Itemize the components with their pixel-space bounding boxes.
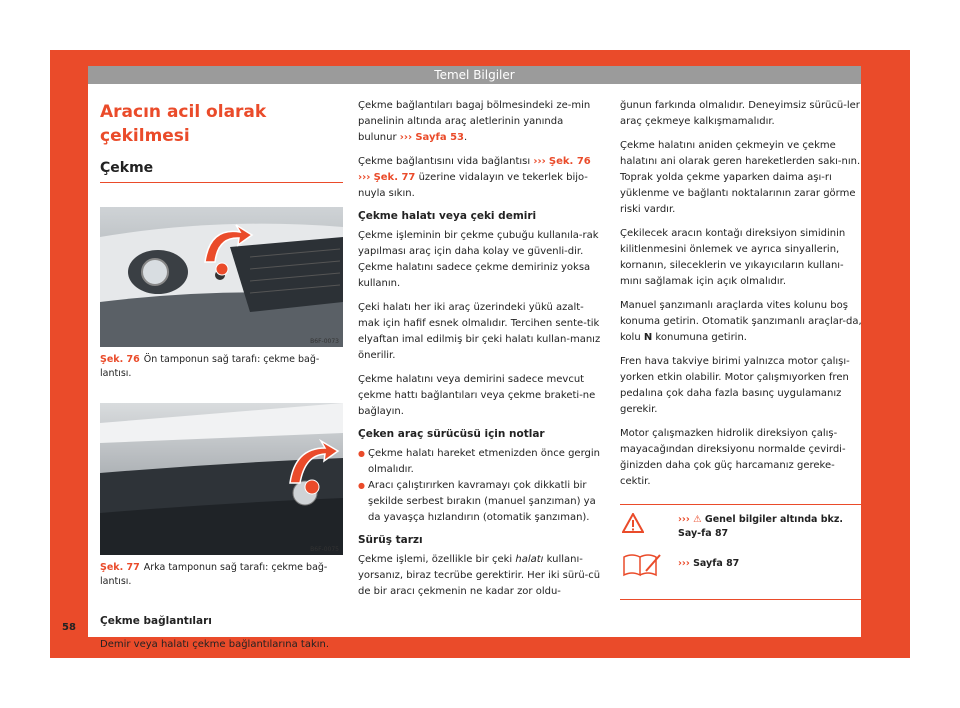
paragraph: Çekme halatını aniden çekmeyin ve çekme halatını ani olarak geren hareketlerden sakı-nın. Toprak yolda çekme yaparken daima aşı-rı yüklenme ve bağlantı noktalarının zarar görme riski vardır. [620, 140, 861, 215]
notice-warning-text [678, 513, 855, 541]
figure-link[interactable]: Şek. 76 [548, 156, 591, 167]
right-column [620, 98, 865, 600]
figure-caption [100, 353, 343, 381]
paragraph: Çeki halatı her iki araç üzerindeki yükü azalt-mak için hafif esnek olmalıdır. Tercihen sente-tik elyaftan imal edilmiş bir çeki halatı kullan-manız önerilir. [358, 302, 601, 361]
page-link[interactable]: Sayfa 53 [415, 132, 465, 143]
subheading: Çeken araç sürücüsü için notlar [358, 428, 545, 440]
paragraph: Manuel şanzımanlı araçlarda vites kolunu boş konuma getirin. Otomatik şanzımanlı araçlar-da, kolu N konumuna getirin. [620, 300, 862, 343]
left-column [100, 100, 343, 661]
paragraph: Çekme bağlantıları bagaj bölmesindeki ze-min panelinin altında araç aletlerinin yanında bulunur ››› Sayfa 53. [358, 100, 591, 143]
figure-ref: Şek. 76 [100, 354, 140, 365]
col1-text: Demir veya halatı çekme bağlantılarına takın. [100, 639, 330, 650]
warning-small-icon: ⚠ [693, 514, 702, 525]
section-subtitle: Çekme [100, 160, 343, 183]
paragraph: Çekme halatını veya demirini sadece mevcut çekme hattı bağlantıları veya çekme braketi-ne bağlayın. [358, 374, 596, 417]
figure-code: B6F-0073 [310, 338, 339, 345]
warning-triangle-icon [622, 513, 644, 533]
list-item: ● Çekme halatı hareket etmenizden önce gergin olmalıdır. [358, 446, 603, 478]
link-arrows[interactable]: ››› [678, 558, 690, 569]
link-arrows[interactable]: ››› [678, 514, 690, 525]
rear-bumper-photo [100, 403, 343, 555]
notice-link[interactable]: Sayfa 87 [693, 558, 740, 569]
paragraph: ğunun farkında olmalıdır. Deneyimsiz sürücü-ler araç çekmeye kalkışmamalıdır. [620, 100, 860, 127]
paragraph: Çekme işlemi, özellikle bir çeki halatı kullanı-yorsanız, biraz tecrübe gerektirir. Her iki sürü-cü de bir aracı çekmenin ne kadar zor oldu- [358, 554, 601, 597]
link-arrows[interactable]: ››› [358, 172, 371, 183]
page-number: 58 [62, 622, 76, 633]
link-arrows[interactable]: ››› [399, 132, 413, 143]
bullet-list [358, 446, 603, 526]
figure-rear-bumper [100, 403, 343, 555]
notice-box [620, 504, 865, 600]
middle-column [358, 98, 603, 608]
paragraph: Çekme işleminin bir çekme çubuğu kullanıla-rak yapılması araç için daha kolay ve güvenli-dir. Çekme halatını sadece çekme demiriniz yoksa kullanın. [358, 230, 599, 289]
book-note-icon [622, 551, 662, 577]
list-item: ● Aracı çalıştırırken kavramayı çok dikkatli bir şekilde serbest bırakın (manuel şanzıman) ya da yavaşça hızlandırın (otomatik şanzıman). [358, 478, 603, 526]
header-title: Temel Bilgiler [88, 66, 861, 84]
figure-caption [100, 561, 343, 589]
figure-code: B6F-0075 [310, 546, 339, 553]
front-bumper-photo [100, 207, 343, 347]
subheading: Sürüş tarzı [358, 534, 423, 546]
col1-heading: Çekme bağlantıları [100, 615, 212, 627]
section-title: Aracın acil olarak çekilmesi [100, 102, 267, 146]
paragraph: Fren hava takviye birimi yalnızca motor çalışı-yorken etkin olabilir. Motor çalışmıyorken fren pedalına çok daha fazla basınç uygulamanız gerekir. [620, 356, 850, 415]
figure-ref: Şek. 77 [100, 562, 140, 573]
link-arrows[interactable]: ››› [533, 156, 546, 167]
notice-note-text [678, 557, 739, 571]
paragraph: Çekme bağlantısını vida bağlantısı ››› Şek. 76 ››› Şek. 77 üzerine vidalayın ve tekerlek bijo-nuyla sıkın. [358, 156, 591, 199]
paragraph: Çekilecek aracın kontağı direksiyon simidinin kilitlenmesini önlemek ve ayrıca sinyallerin, kornanın, sileceklerin ve yıkayıcıların kullanı-mını sağlamak için açık olmalıdır. [620, 228, 846, 287]
paragraph: Motor çalışmazken hidrolik direksiyon çalış-mayacağından direksiyonu normalde çevirdi-ğinizden daha çok güç harcamanız gereke-cektir. [620, 428, 846, 487]
notice-link[interactable]: Genel bilgiler altında bkz. Say-fa 87 [678, 514, 843, 539]
figure-caption-text: Arka tamponun sağ tarafı: çekme bağ-lantısı. [100, 562, 328, 587]
figure-caption-text: Ön tamponun sağ tarafı: çekme bağ-lantısı. [100, 354, 320, 379]
figure-front-bumper [100, 207, 343, 347]
subheading: Çekme halatı veya çeki demiri [358, 210, 537, 222]
figure-link[interactable]: Şek. 77 [373, 172, 416, 183]
